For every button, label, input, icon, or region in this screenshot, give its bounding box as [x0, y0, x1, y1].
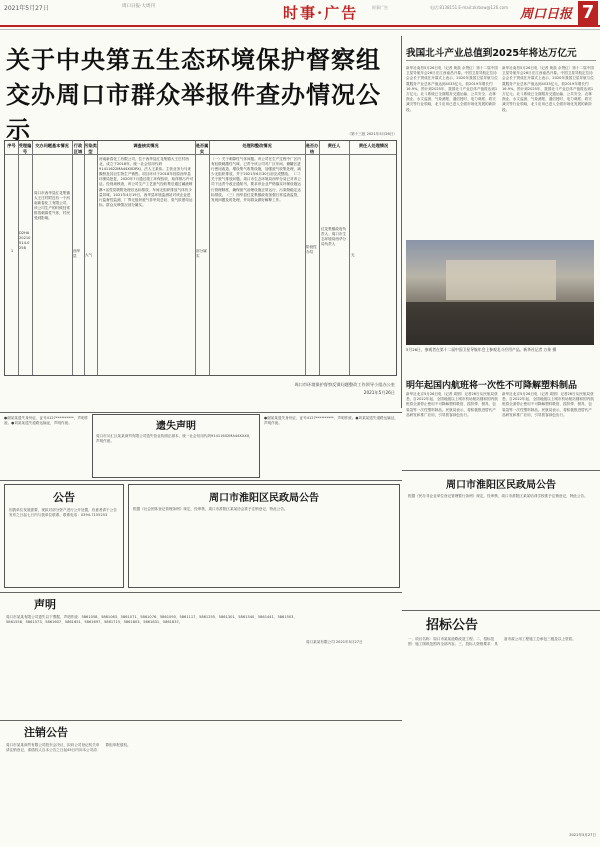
statement-body: 周口市某某有限公司遗失以下票据，声明作废：5861058、5861063、5861071、5861076、5861090、5861117、5861255、5861301、5861340、5861441、5861503、5861558、5861573、5861607、5861651、5861697、5861715、5861803、5861831、5861837。	[6, 615, 298, 625]
bid-notice-title: 招标公告	[426, 618, 479, 633]
table-header-cell: 污染类型	[84, 143, 97, 154]
plastic-ban-body-col-2	[502, 392, 594, 464]
table-col-rule	[349, 141, 350, 375]
issue-date: 2021年5月27日	[4, 5, 49, 12]
table-header-cell: 责任人	[327, 143, 341, 148]
table-cell-row-no: 1	[10, 249, 14, 253]
headline-line-1: 关于中央第五生态环境保护督察组	[6, 45, 381, 74]
bid-notice-body: 一、项目名称：周口市某某道路改造工程；二、招标范围：施工图纸范围内全部内容；三、投标人资格要求：具备市政公用工程施工总承包三级及以上资质。	[408, 637, 576, 647]
ads-row-divider-3	[0, 720, 402, 721]
huaiyang-notice-right-body: 根据《民办非企业单位登记管理暂行条例》规定，经审核，周口市淮阳区某某培训学校准予注销登记，特此公告。	[408, 494, 588, 498]
table-header-cell: 责任人处理情况	[358, 143, 389, 148]
beidou-body-continued: 新华社南昌5月26日电（记者 黄凯 余贤红）第十二届中国卫星导航年会26日在江西南昌开幕。中国卫星导航定位协会会长于贤成在开幕式上表示，2020年我国卫星导航与位置服务产业总体产值达到4033亿元，较2019年增长约16.9%，预计到2025年，我国北斗产业总体产值将达到1万亿元。北斗系统已全面服务交通运输、公共安全、农林渔业、水文监测、气象测报、通信授时、电力调度、救灾减灾等行业领域，北斗应用已进入全面市场化发展的新阶段。	[502, 66, 594, 112]
public-notice-title: 公告	[53, 491, 75, 504]
masthead-logo: 周口日报	[520, 7, 573, 22]
table-cell-pollution: 大气	[85, 253, 93, 257]
table-footer-org: 周口市环境保护督察反馈问题整改工作领导小组办公室	[294, 382, 395, 387]
huaiyang-notice-box	[128, 484, 400, 588]
table-header-cell: 交办问题基本情况	[35, 143, 69, 148]
public-notice-body: 因我单位发展需要，现拟对部分资产进行公开处置，有意者请于公告发布之日起七日内与我单位联系。联系电话：0394-7155253	[9, 508, 117, 518]
photo-caption: 5月26日，参观者在第十二届中国卫星导航年会上参观北斗应用产品。新华社记者 万象 摄	[406, 347, 557, 352]
table-col-rule	[209, 141, 210, 375]
table-header-cell: 是否属实	[195, 143, 209, 154]
ads-row-divider	[0, 480, 402, 481]
table-cell-completion: 阶段性办结	[306, 245, 317, 255]
table-header-cell: 处理和整改情况	[242, 143, 272, 148]
plastic-ban-body-col-1: 新华社北京5月26日电（记者 周圆）记者26日从民航局获悉，自2022年起，全国地级以上城市机场航站楼和国内航班将全面停止使用不可降解塑料吸管、搅拌棒、餐具、包装袋等一次性塑料制品。民航局表示，将积极推进替代产品研发和推广应用，引导旅客绿色出行。	[406, 392, 498, 417]
table-col-rule	[319, 141, 320, 375]
public-notice-box	[4, 484, 124, 588]
lost-statement-right-col: ●谢某某遗失身份证，证号4127**********，声明作废。●刘某某遗失道路运输证，声明作废。	[264, 416, 399, 426]
table-col-rule	[97, 141, 98, 375]
table-cell-region: 西华县	[73, 249, 81, 259]
huaiyang-notice-right-title: 周口市淮阳区民政局公告	[446, 480, 556, 491]
statement-side-note: 周口某某有限公司 2021年5月27日	[306, 640, 363, 644]
plastic-ban-body-continued: 新华社北京5月26日电（记者 周圆）记者26日从民航局获悉，自2022年起，全国地级以上城市机场航站楼和国内航班将全面停止使用不可降解塑料吸管、搅拌棒、餐具、包装袋等一次性塑料制品。民航局表示，将积极推进替代产品研发和推广应用，引导旅客绿色出行。	[502, 392, 594, 417]
beidou-body-col-2	[502, 66, 594, 234]
contact-meta: 电话:8138151 E-mail:zkrbxw@126.com	[430, 5, 509, 10]
table-col-rule	[305, 141, 306, 375]
table-cell-receipt: D2HA20210514-0258	[19, 231, 31, 251]
table-cell-verdict: 部分属实	[196, 249, 207, 259]
column-divider	[401, 36, 402, 408]
table-header-cell: 是否办结	[305, 143, 319, 154]
huaiyang-notice-title: 周口市淮阳区民政局公告	[209, 493, 319, 504]
header-rule-thin	[0, 29, 600, 30]
table-cell-issue: 周口市西华县红花集镇大王庄村附近有一个河南新春化工有限公司，该公司生产的时候经常排放刺鼻性气体，村民受到影响。	[34, 191, 70, 221]
huaiyang-notice-body: 根据《社会团体登记管理条例》规定，经审核，周口市淮阳区某某协会准予注销登记，特此公告。	[133, 507, 288, 511]
plastic-ban-headline: 明年起国内航班将一次性不可降解塑料制品	[406, 381, 578, 391]
bid-notice-date: 2021年5月27日	[569, 833, 596, 837]
photo-crowd-shape	[406, 302, 594, 345]
table-col-rule	[32, 141, 33, 375]
table-col-rule	[18, 141, 19, 375]
lost-notice-small-text: ●谢某某遗失身份证，证号4127**********，声明作废。●刘某某遗失道路运输证，声明作废。	[4, 416, 89, 426]
table-footer-date: 2021年5月26日	[363, 390, 395, 395]
table-header-cell: 序号	[7, 143, 16, 148]
ads-divider	[0, 412, 402, 413]
huaiyang-notice-right	[406, 474, 596, 574]
beidou-exhibit-photo	[406, 240, 594, 345]
header-rule	[0, 25, 600, 27]
ads-divider-right	[402, 470, 600, 471]
ads-row-divider-right	[402, 610, 600, 611]
table-header-cell: 调查核实情况	[133, 143, 159, 148]
page-number: 7	[578, 1, 598, 25]
bid-notice-box	[406, 614, 596, 844]
table-cell-responsible: 红花集镇政府负责人、周口市生态环境局西华分局负责人	[321, 227, 347, 247]
section-tag: 时事广告	[372, 5, 388, 10]
headline-line-2: 交办周口市群众举报件查办情况公示	[6, 80, 381, 144]
table-header-cell: 行政区域	[73, 143, 83, 154]
photo-booth-shape	[446, 260, 556, 300]
statement-box	[4, 596, 304, 716]
cancel-notice-title: 注销公告	[24, 726, 68, 739]
section-title: 时事·广告	[283, 4, 359, 22]
case-table	[4, 140, 397, 376]
table-cell-handling: （一）关于刺鼻性气体问题。该公司在生产过程中厂区内有轻微刺激性气味，已责令该公司对厂区车间、储罐区进行密闭改造，增设集气收集设施，加强废气收集处理，减少无组织排放，并于2021年6月30日前完成整改。（二）关于废气排放问题。周口市生态环境局西华分局已对该公司下达责令改正通知书，要求该企业严格落实环保设施运行管理制度，确保废气治理设施正常运行，污染物稳定达标排放。（三）西华县红花集镇政府加强日常巡查监管，发现问题及时处理，并向群众做好解释工作。	[211, 157, 303, 202]
cancel-notice-body: 周口市某某商贸有限公司股东会决议，拟向公司登记机关申请注销登记，请债权人自本公告之日起45日内向本公司清算组申报债权。	[6, 743, 131, 753]
ads-row-divider-2	[0, 592, 402, 593]
beidou-headline: 我国北斗产业总值到2025年将达万亿元	[406, 48, 577, 59]
cancel-notice-box	[4, 724, 400, 844]
lost-statement-title: 遗失声明	[156, 421, 196, 432]
lost-statement-box	[92, 414, 260, 478]
beidou-headline-rule	[406, 60, 596, 61]
publication-name: 周口日报·大周刊	[122, 4, 155, 9]
table-cell-responsible-result: 无	[351, 253, 355, 257]
table-header-cell: 受理编号	[18, 143, 32, 154]
beidou-body-col-1: 新华社南昌5月26日电（记者 黄凯 余贤红）第十二届中国卫星导航年会26日在江西南昌开幕。中国卫星导航定位协会会长于贤成在开幕式上表示，2020年我国卫星导航与位置服务产业总体产值达到4033亿元，较2019年增长约16.9%，预计到2025年，我国北斗产业总体产值将达到1万亿元。北斗系统已全面服务交通运输、公共安全、农林渔业、水文监测、气象测报、通信授时、电力调度、救灾减灾等行业领域，北斗应用已进入全面市场化发展的新阶段。	[406, 66, 498, 112]
table-cell-investigation: 河南新春化工有限公司，位于西华县红花集镇大王庄村西北，成立于2018年，统一社会信用代码91411622MA44X0DPXJ，法人王某伟。主营业务为马来酸酐及其衍生物生产销售。项目环评于2018年经原西华县环保局批复，2020年7月通过竣工环保验收，取得排污许可证。经现场核查，该公司生产工艺废气经收集后通过碱液喷淋+活性炭吸附处理后达标排放，车间无组织排放气体有少量异味。2021年4月19日，西华县环境监测站对该企业进行监督性监测，厂界无组织废气非甲烷总烃、臭气浓度均达标。群众反映情况部分属实。	[99, 157, 194, 207]
table-batch-note: （第十三批 2021年5月26日）	[347, 132, 397, 136]
statement-title: 声明	[34, 598, 56, 611]
lost-statement-body: 周口市川汇区某某商贸有限公司遗失营业执照正副本，统一社会信用代码91411602MA44XXXX，声明作废。	[96, 434, 253, 444]
